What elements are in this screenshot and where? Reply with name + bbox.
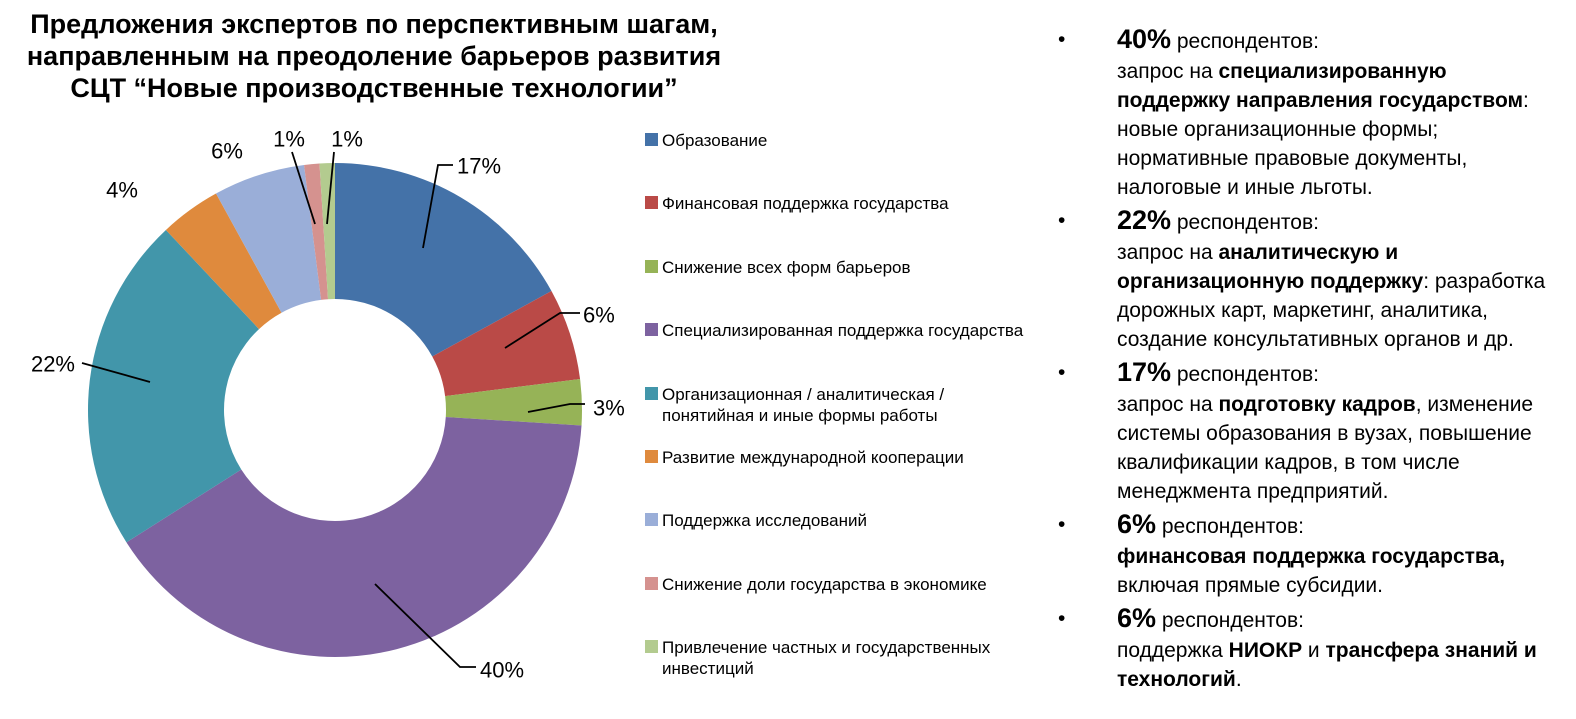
legend-label-state-share-reduction: Снижение доли государства в экономике [662,574,987,594]
legend-item-organizational-analytical [645,384,1035,447]
bullet-head [1117,603,1562,636]
slice-label-specialized-state-support: 40% [480,657,525,683]
bullet-lead: респондентов: [1171,363,1319,386]
bullet-item-5 [1050,603,1562,694]
donut-chart [0,100,660,719]
bullet-marker: • [1058,607,1066,630]
slice-label-barrier-reduction: 3% [593,395,625,421]
legend-item-state-share-reduction [645,574,1035,637]
legend-swatch-state-share-reduction [645,577,658,590]
slice-label-financial-state-support: 6% [583,302,615,328]
slice-label-education: 17% [457,153,502,179]
bullet-head [1117,357,1562,390]
legend-swatch-organizational-analytical [645,387,658,400]
legend-swatch-financial-state-support [645,196,658,209]
bullet-percent: 6% [1117,509,1157,539]
legend-label-investment-attraction: Привлечение частных и государственных инвестиций [662,638,991,679]
bullet-head [1117,205,1562,238]
slice-label-state-share-reduction: 1% [273,126,305,152]
legend-label-barrier-reduction: Снижение всех форм барьеров [662,257,911,277]
legend-swatch-investment-attraction [645,640,658,653]
bullet-percent: 17% [1117,357,1172,387]
bullet-lead: респондентов: [1156,609,1304,632]
slice-label-organizational-analytical: 22% [30,351,75,377]
bullet-percent: 6% [1117,603,1157,633]
legend-label-education: Образование [662,131,768,150]
bullet-lead: респондентов: [1171,30,1319,53]
slice-label-investment-attraction: 1% [331,126,363,152]
bullet-marker: • [1058,361,1066,384]
legend-item-research-support [645,510,1035,573]
legend-swatch-specialized-state-support [645,323,658,336]
bullet-lead: респондентов: [1156,515,1304,538]
bullet-item-2 [1050,205,1562,354]
legend-label-financial-state-support: Финансовая поддержка государства [662,194,949,214]
legend-label-research-support: Поддержка исследований [662,511,867,531]
legend-label-international-cooperation: Развитие международной кооперации [662,447,964,467]
bullet-body: запрос на аналитическую и организационную поддержку: разработка дорожных карт, маркетинг, аналитика, создание консультативных органов и др. [1117,241,1546,351]
bullet-body: запрос на подготовку кадров, изменение системы образования в вузах, повышение квалификации кадров, в том числе менеджмента предприятий. [1117,393,1534,503]
bullet-lead: респондентов: [1171,211,1319,234]
bullet-body: финансовая поддержка государства, включая прямые субсидии. [1117,545,1506,597]
title-line-1: Предложения экспертов по перспективным шагам, [30,9,718,39]
bullet-item-4 [1050,509,1562,600]
bullet-item-3 [1050,357,1562,506]
legend-item-specialized-state-support [645,320,1035,383]
legend-item-barrier-reduction [645,257,1035,320]
legend-item-international-cooperation [645,447,1035,510]
bullet-marker: • [1058,209,1066,232]
slice-label-international-cooperation: 4% [106,177,138,203]
bullet-percent: 22% [1117,205,1172,235]
bullet-body: поддержка НИОКР и трансфера знаний и технологий. [1117,639,1537,691]
slide-title [26,8,722,104]
title-line-3: СЦТ “Новые производственные технологии” [70,73,678,103]
bullet-item-1 [1050,24,1562,202]
legend-item-investment-attraction [645,637,1035,700]
bullet-body: запрос на специализированную поддержку направления государством: новые организационные формы; нормативные правовые документы, налоговые и иные льготы. [1117,60,1529,199]
legend-swatch-international-cooperation [645,450,658,463]
legend-label-specialized-state-support: Специализированная поддержка государства [662,321,1024,341]
slice-label-research-support: 6% [211,138,243,164]
bullet-head [1117,509,1562,542]
legend-label-organizational-analytical: Организационная / аналитическая / понятийная и иные формы работы [662,384,945,425]
legend-item-education [645,130,1035,193]
bullet-marker: • [1058,28,1066,51]
chart-legend [645,130,1035,701]
legend-item-financial-state-support [645,193,1035,256]
bullet-list [1050,24,1562,697]
legend-swatch-research-support [645,513,658,526]
bullet-head [1117,24,1562,57]
bullet-percent: 40% [1117,24,1172,54]
legend-swatch-education [645,133,658,146]
legend-swatch-barrier-reduction [645,260,658,273]
title-line-2: направленным на преодоление барьеров развития [26,41,722,71]
bullet-marker: • [1058,513,1066,536]
